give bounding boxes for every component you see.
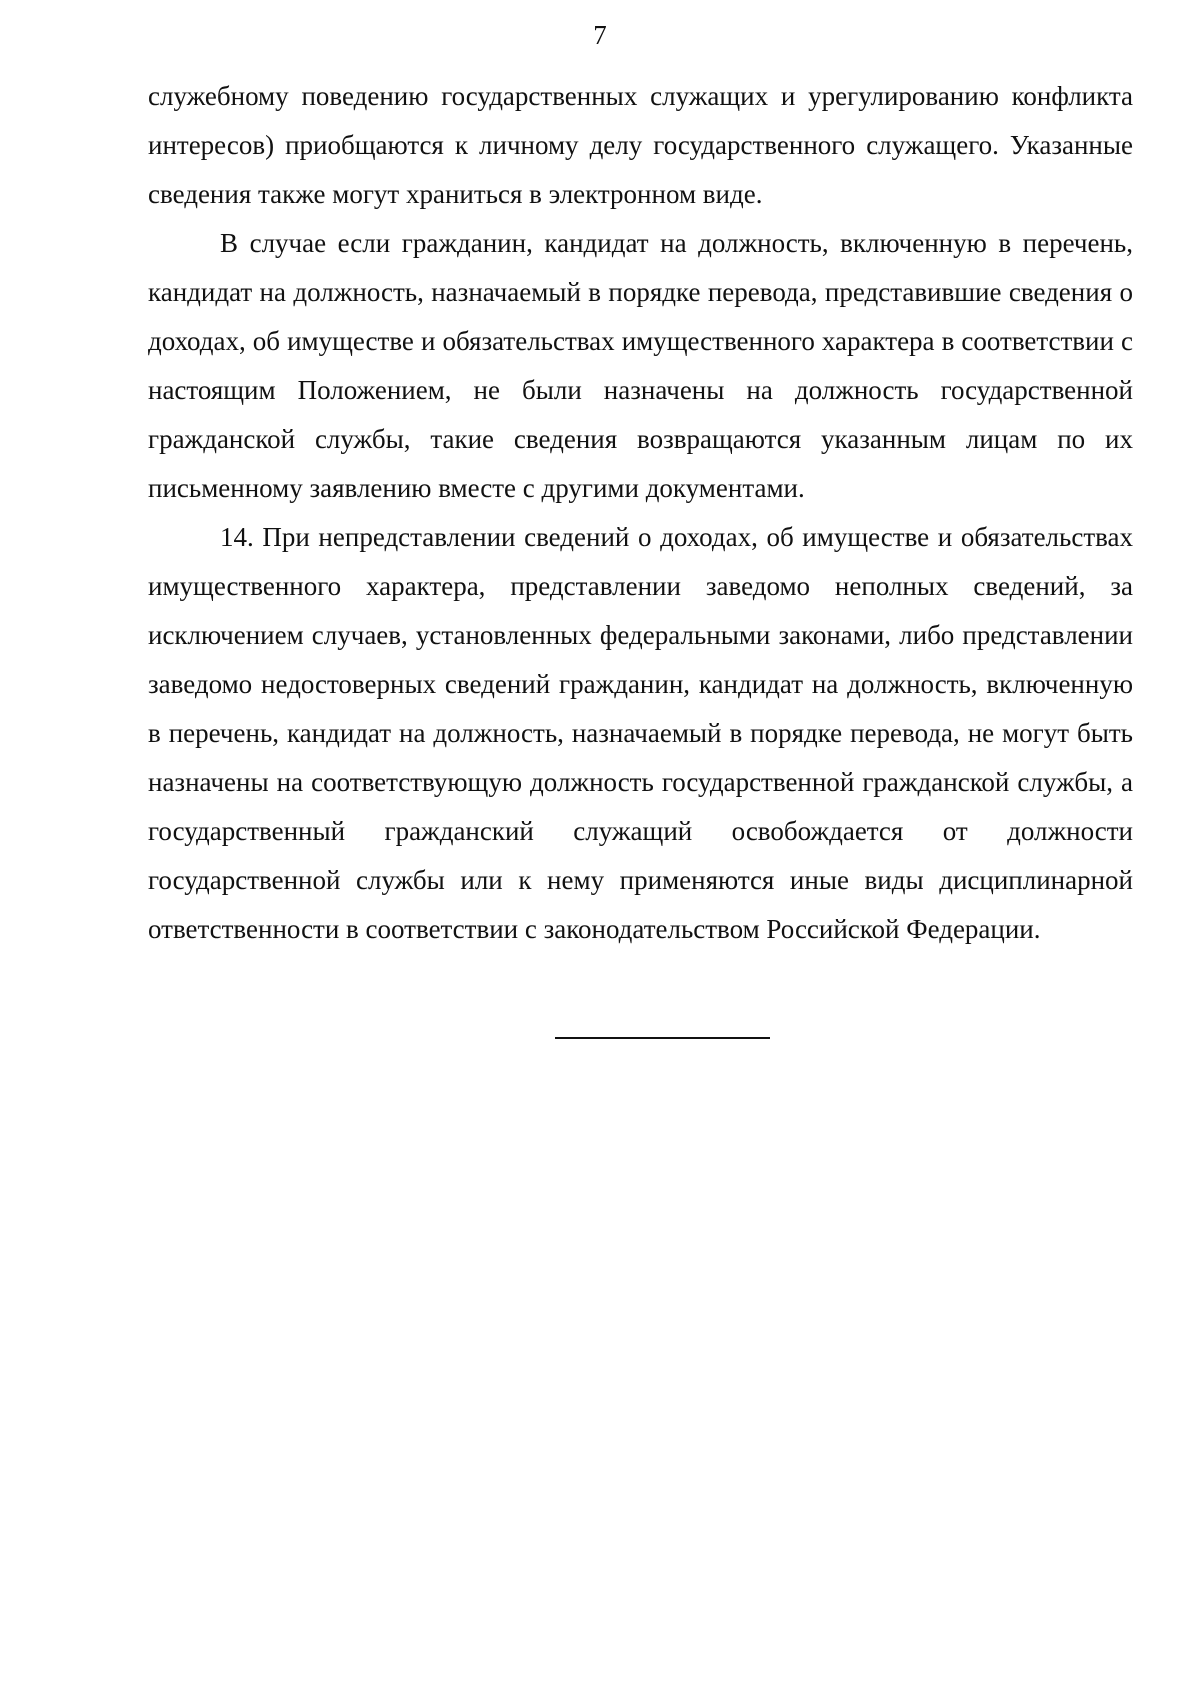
page-number: 7: [593, 20, 607, 50]
end-of-document-rule: [555, 1037, 770, 1039]
paragraph-continuation: служебному поведению государственных служащих и урегулированию конфликта интересов) приобщаются к личному делу государственного служащего. Указанные сведения также могут храниться в электронном виде.: [148, 81, 1133, 209]
paragraph-item-14: 14. При непредставлении сведений о доходах, об имуществе и обязательствах имущественного характера, представлении заведомо неполных сведений, за исключением случаев, установленных федеральными законами, либо представлении заведомо недостоверных сведений гражданин, кандидат на должность, включенную в перечень, кандидат на должность, назначаемый в порядке перевода, не могут быть назначены на соответствующую должность государственной гражданской службы, а государственный гражданский служащий освобождается от должности государственной службы или к нему применяются иные виды дисциплинарной ответственности в соответствии с законодательством Российской Федерации.: [148, 522, 1133, 944]
paragraph-return-of-information: В случае если гражданин, кандидат на должность, включенную в перечень, кандидат на должность, назначаемый в порядке перевода, представившие сведения о доходах, об имуществе и обязательствах имущественного характера в соответствии с настоящим Положением, не были назначены на должность государственной гражданской службы, такие сведения возвращаются указанным лицам по их письменному заявлению вместе с другими документами.: [148, 228, 1133, 503]
document-body: [148, 72, 1133, 954]
